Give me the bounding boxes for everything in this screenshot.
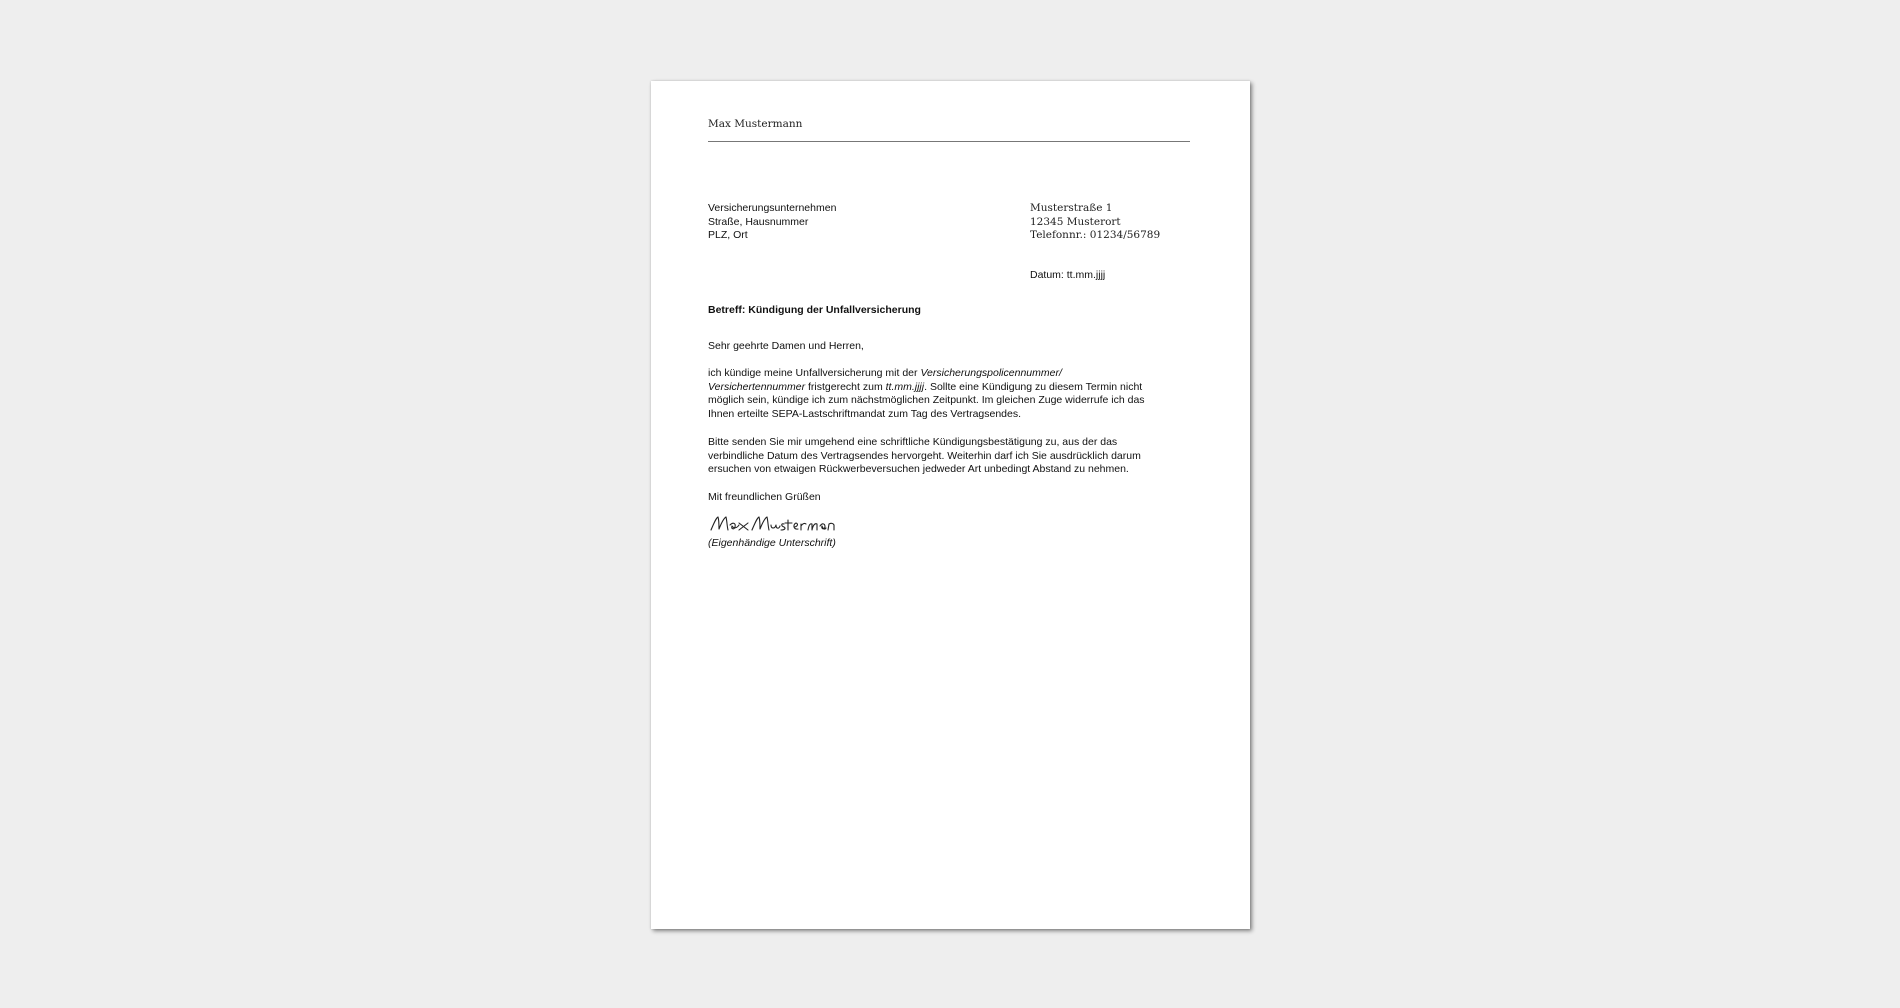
recipient-city: PLZ, Ort [708, 229, 748, 241]
body-paragraph-1 [708, 367, 1190, 421]
handwritten-signature [708, 511, 838, 535]
text-segment: ich kündige meine Unfallversicherung mit der [708, 367, 921, 379]
recipient-address [708, 202, 836, 243]
paragraph-line: ersuchen von etwaigen Rückwerbeversuchen jedweder Art unbedingt Abstand zu nehmen. [708, 463, 1129, 476]
letter-subject: Betreff: Kündigung der Unfallversicherung [708, 304, 921, 316]
recipient-street: Straße, Hausnummer [708, 215, 809, 228]
header-divider [708, 141, 1190, 142]
paragraph-line: Ihnen erteilte SEPA-Lastschriftmandat zum Tag des Vertragsendes. [708, 407, 1022, 420]
sender-address [1030, 202, 1160, 243]
signature-caption: (Eigenhändige Unterschrift) [708, 537, 836, 549]
sender-street: Musterstraße 1 [1030, 202, 1113, 214]
paragraph-line [708, 367, 1190, 381]
text-segment: fristgerecht zum [805, 380, 886, 393]
letter-page [651, 81, 1250, 929]
recipient-company: Versicherungsunternehmen [708, 202, 837, 214]
body-paragraph-2 [708, 436, 1190, 477]
sender-city: 12345 Musterort [1030, 215, 1121, 228]
paragraph-line: Bitte senden Sie mir umgehend eine schriftliche Kündigungsbestätigung zu, aus der das [708, 436, 1118, 448]
policy-number-placeholder: Versicherungspolicennummer/ [920, 367, 1062, 379]
termination-date-placeholder: tt.mm.jjjj [885, 380, 925, 393]
text-segment: . Sollte eine Kündigung zu diesem Termin nicht [924, 380, 1143, 393]
letter-closing: Mit freundlichen Grüßen [708, 491, 821, 503]
header-sender-name: Max Mustermann [708, 118, 803, 130]
paragraph-line: verbindliche Datum des Vertragsendes hervorgeht. Weiterhin darf ich Sie ausdrücklich darum [708, 449, 1141, 462]
letter-date: Datum: tt.mm.jjjj [1030, 269, 1106, 281]
insured-number-placeholder: Versichertennummer [708, 380, 806, 393]
paragraph-line [708, 381, 1190, 395]
letter-salutation: Sehr geehrte Damen und Herren, [708, 340, 864, 352]
sender-phone: Telefonnr.: 01234/56789 [1030, 229, 1161, 241]
paragraph-line: möglich sein, kündige ich zum nächstmöglichen Zeitpunkt. Im gleichen Zuge widerrufe ich das [708, 394, 1145, 407]
